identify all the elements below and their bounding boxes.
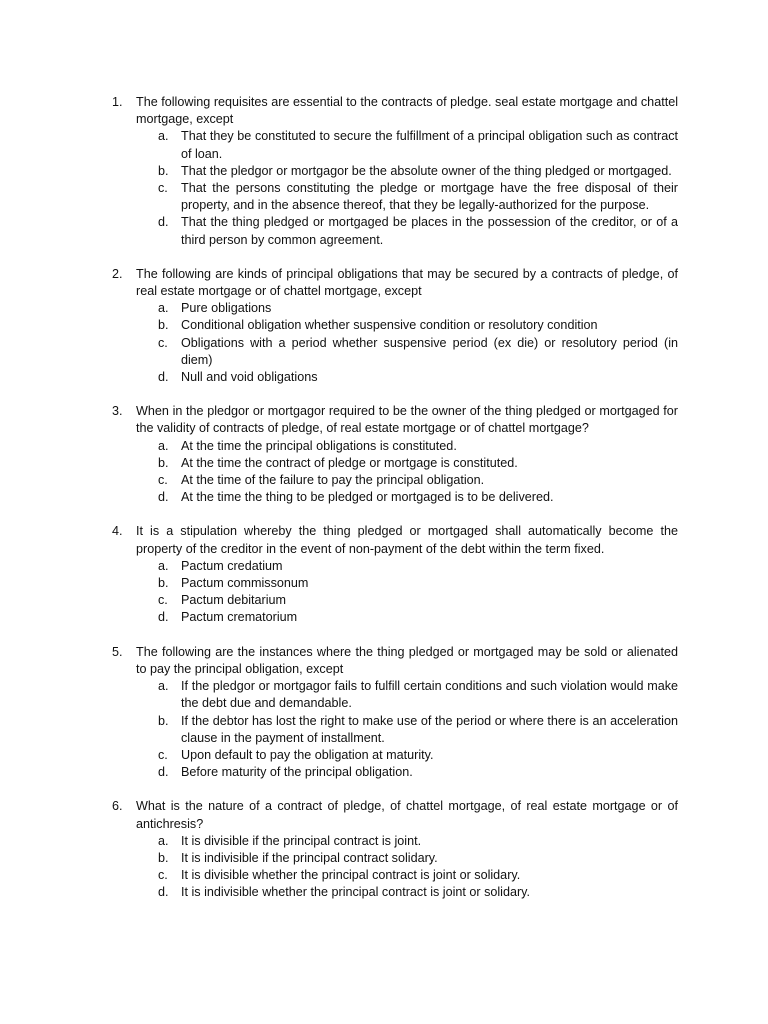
option-list — [136, 678, 678, 781]
option-text: Pactum credatium — [181, 558, 283, 573]
question-number: 3. — [112, 404, 123, 419]
option-letter: d. — [158, 885, 169, 900]
option-letter: a. — [158, 833, 169, 848]
option-letter: c. — [158, 593, 168, 608]
option-text: If the debtor has lost the right to make use of the period or where there is an acceleration clause in the payment of installment. — [181, 713, 678, 745]
option-letter: d. — [158, 765, 169, 780]
option-text: Before maturity of the principal obligation. — [181, 765, 413, 780]
option-letter: a. — [158, 679, 169, 694]
option-item — [136, 747, 678, 764]
option-text: That the thing pledged or mortgaged be places in the possession of the creditor, or of a third person by common agreement. — [181, 215, 678, 247]
option-item — [136, 713, 678, 747]
option-text: At the time of the failure to pay the principal obligation. — [181, 473, 485, 488]
option-letter: b. — [158, 850, 169, 865]
option-text: At the time the thing to be pledged or mortgaged is to be delivered. — [181, 490, 554, 505]
option-item — [136, 335, 678, 369]
option-list — [136, 300, 678, 386]
question-text: It is a stipulation whereby the thing pledged or mortgaged shall automatically become the property of the creditor in the event of non-payment of the debt within the term fixed. — [136, 524, 678, 556]
option-text: It is divisible whether the principal contract is joint or solidary. — [181, 868, 521, 883]
option-letter: d. — [158, 370, 169, 385]
option-letter: c. — [158, 473, 168, 488]
question-number: 6. — [112, 799, 123, 814]
option-text: Pactum crematorium — [181, 610, 298, 625]
question-number: 2. — [112, 266, 123, 281]
question-item — [112, 523, 678, 626]
option-letter: b. — [158, 163, 169, 178]
option-item — [136, 214, 678, 248]
question-number: 1. — [112, 95, 123, 109]
option-item — [136, 867, 678, 884]
option-item — [136, 369, 678, 386]
option-item — [136, 317, 678, 334]
option-item — [136, 592, 678, 609]
option-list — [136, 558, 678, 627]
question-text: When in the pledgor or mortgagor required to be the owner of the thing pledged or mortgaged for the validity of contracts of pledge, of real estate mortgage or of chattel mortgage? — [136, 404, 678, 436]
option-text: Upon default to pay the obligation at maturity. — [181, 747, 434, 762]
option-item — [136, 678, 678, 712]
option-letter: d. — [158, 610, 169, 625]
option-letter: b. — [158, 713, 169, 728]
option-item — [136, 884, 678, 901]
option-item — [136, 558, 678, 575]
question-number: 5. — [112, 644, 123, 659]
option-text: Conditional obligation whether suspensive condition or resolutory condition — [181, 318, 598, 333]
option-letter: c. — [158, 335, 168, 350]
option-item — [136, 833, 678, 850]
option-item — [136, 850, 678, 867]
option-letter: a. — [158, 438, 169, 453]
option-list — [136, 128, 678, 248]
option-text: At the time the contract of pledge or mortgage is constituted. — [181, 455, 518, 470]
question-item — [112, 266, 678, 386]
option-letter: c. — [158, 747, 168, 762]
option-item — [136, 609, 678, 626]
question-text: The following are the instances where the thing pledged or mortgaged may be sold or alienated to pay the principal obligation, except — [136, 644, 678, 676]
option-text: Pactum commissonum — [181, 576, 309, 591]
option-letter: c. — [158, 181, 168, 196]
question-item — [112, 94, 678, 249]
option-letter: b. — [158, 318, 169, 333]
option-text: Obligations with a period whether suspensive period (ex die) or resolutory period (in diem) — [181, 335, 678, 367]
option-text: It is indivisible whether the principal contract is joint or solidary. — [181, 885, 531, 900]
option-letter: a. — [158, 129, 169, 144]
option-text: It is divisible if the principal contract is joint. — [181, 833, 422, 848]
option-item — [136, 455, 678, 472]
option-item — [136, 180, 678, 214]
question-item — [112, 644, 678, 782]
option-list — [136, 438, 678, 507]
option-list — [136, 833, 678, 902]
option-item — [136, 163, 678, 180]
option-text: That they be constituted to secure the fulfillment of a principal obligation such as contract of loan. — [181, 129, 678, 161]
option-letter: b. — [158, 576, 169, 591]
option-item — [136, 438, 678, 455]
question-text: The following requisites are essential to the contracts of pledge. seal estate mortgage and chattel mortgage, except — [136, 95, 678, 127]
option-letter: c. — [158, 868, 168, 883]
option-text: It is indivisible if the principal contract solidary. — [181, 850, 438, 865]
option-item — [136, 472, 678, 489]
option-item — [136, 764, 678, 781]
option-letter: b. — [158, 455, 169, 470]
question-number: 4. — [112, 524, 123, 539]
option-letter: d. — [158, 490, 169, 505]
question-item — [112, 798, 678, 901]
question-item — [112, 403, 678, 506]
option-text: That the pledgor or mortgagor be the absolute owner of the thing pledged or mortgaged. — [181, 163, 672, 178]
option-text: Pure obligations — [181, 301, 272, 316]
option-text: If the pledgor or mortgagor fails to fulfill certain conditions and such violation would make the debt due and demandable. — [181, 679, 678, 711]
question-text: The following are kinds of principal obligations that may be secured by a contracts of pledge, of real estate mortgage or of chattel mortgage, except — [136, 266, 678, 299]
option-text: At the time the principal obligations is constituted. — [181, 438, 457, 453]
option-item — [136, 575, 678, 592]
question-text: What is the nature of a contract of pledge, of chattel mortgage, of real estate mortgage or of antichresis? — [136, 799, 678, 831]
option-item — [136, 128, 678, 162]
option-text: Pactum debitarium — [181, 593, 286, 608]
option-item — [136, 489, 678, 506]
option-item — [136, 300, 678, 317]
option-text: That the persons constituting the pledge or mortgage have the free disposal of their property, and in the absence thereof, that they be legally-authorized for the purpose. — [181, 181, 678, 213]
option-letter: d. — [158, 215, 169, 230]
option-letter: a. — [158, 301, 169, 316]
question-list — [112, 94, 678, 919]
option-letter: a. — [158, 558, 169, 573]
option-text: Null and void obligations — [181, 370, 318, 385]
